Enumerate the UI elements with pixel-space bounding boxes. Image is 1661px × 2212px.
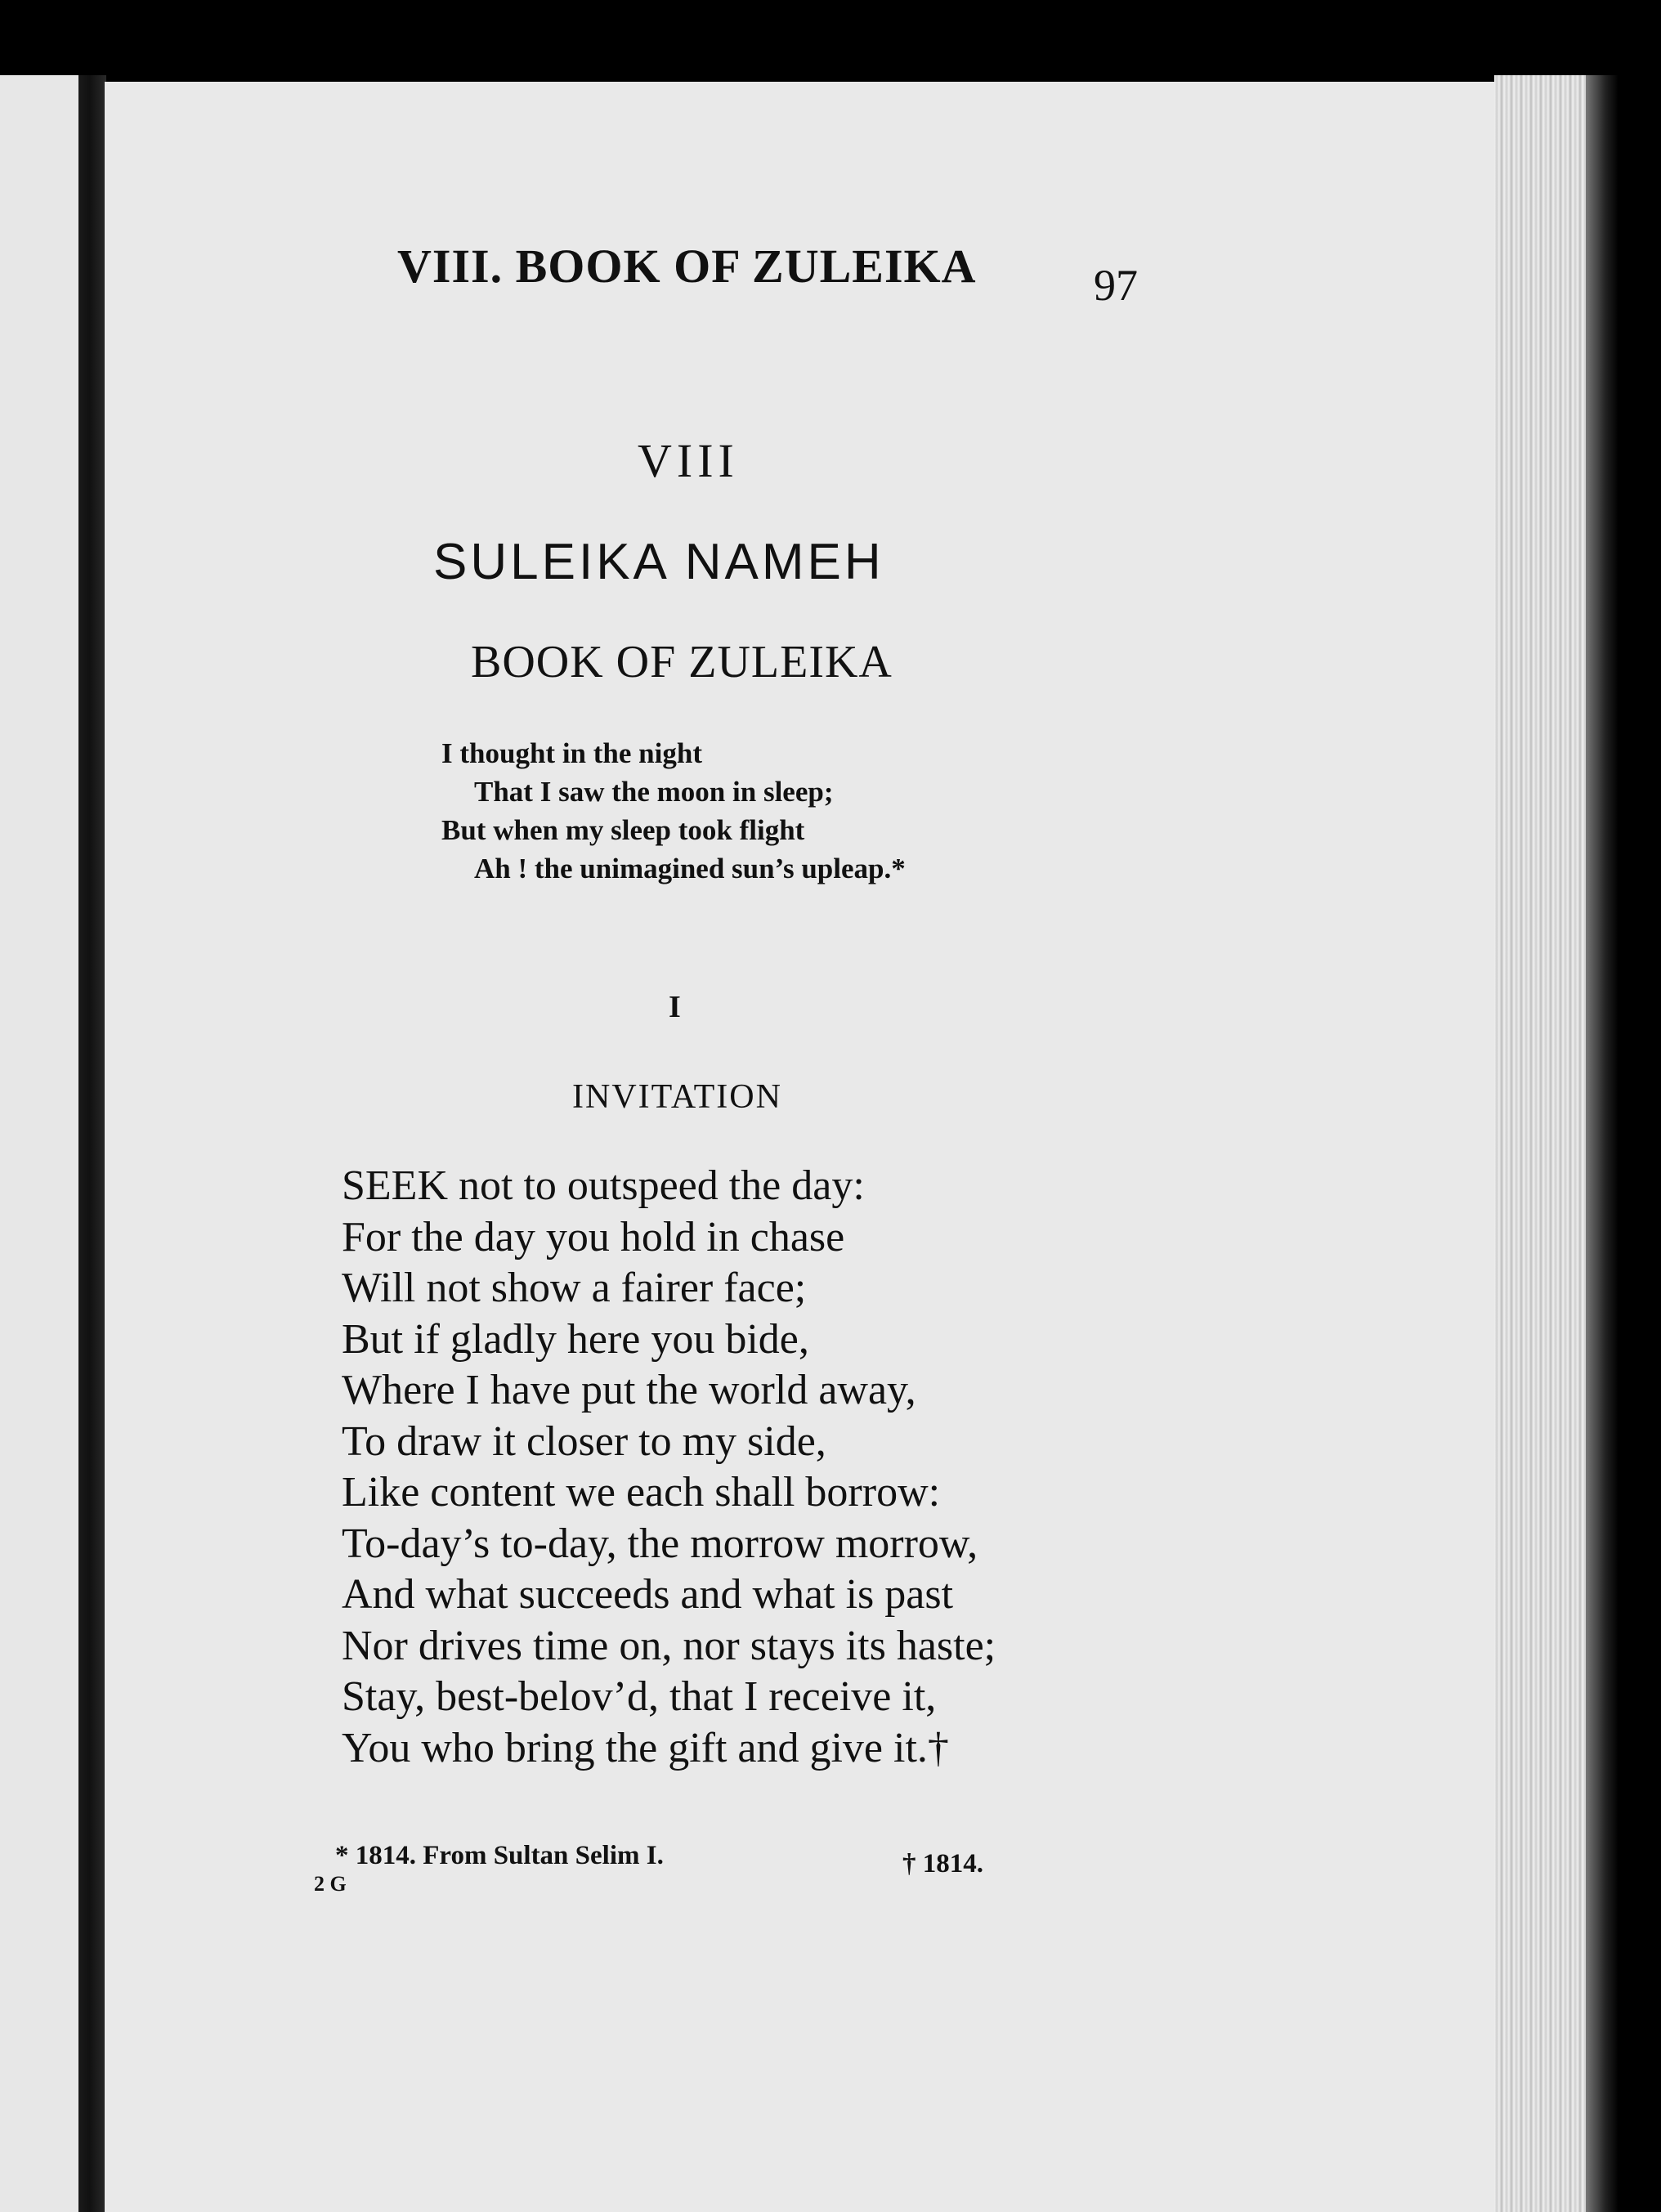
poem-line: To-day’s to-day, the morrow morrow, [342, 1520, 978, 1567]
epigraph-line: That I saw the moon in sleep; [474, 776, 834, 808]
epigraph-line: Ah ! the unimagined sun’s upleap.* [474, 853, 906, 884]
running-head: VIII. BOOK OF ZULEIKA [397, 240, 977, 293]
book-subtitle: BOOK OF ZULEIKA [471, 637, 893, 687]
footnote: * 1814. From Sultan Selim I. [335, 1841, 664, 1870]
book-title: SULEIKA NAMEH [433, 534, 884, 590]
epigraph-line: I thought in the night [441, 737, 702, 769]
signature-mark: 2 G [314, 1872, 347, 1896]
poem-line: You who bring the gift and give it.† [342, 1724, 949, 1771]
poem-line: And what succeeds and what is past [342, 1571, 954, 1618]
facing-page-edge [0, 75, 90, 2212]
poem-line: To draw it closer to my side, [342, 1417, 826, 1465]
poem-line: Stay, best-belov’d, that I receive it, [342, 1673, 937, 1720]
poem-line: Like content we each shall borrow: [342, 1469, 941, 1516]
epigraph-line: But when my sleep took flight [441, 814, 805, 846]
footnote: † 1814. [902, 1849, 983, 1878]
page-number: 97 [1094, 261, 1138, 310]
book-gutter [78, 75, 106, 2212]
part-numeral: VIII [638, 434, 739, 487]
poem [342, 1161, 996, 1774]
poem-line: Where I have put the world away, [342, 1367, 916, 1413]
book-page [105, 82, 1494, 2212]
poem-line: SEEK not to outspeed the day: [342, 1162, 865, 1209]
book-binding-shadow [1586, 75, 1618, 2212]
epigraph [441, 734, 906, 888]
poem-line: Will not show a fairer face; [342, 1265, 807, 1311]
section-numeral: I [669, 990, 681, 1024]
poem-line: But if gladly here you bide, [342, 1315, 809, 1363]
poem-line: Nor drives time on, nor stays its haste; [342, 1622, 996, 1669]
section-title: INVITATION [572, 1078, 782, 1116]
poem-line: For the day you hold in chase [342, 1213, 845, 1260]
